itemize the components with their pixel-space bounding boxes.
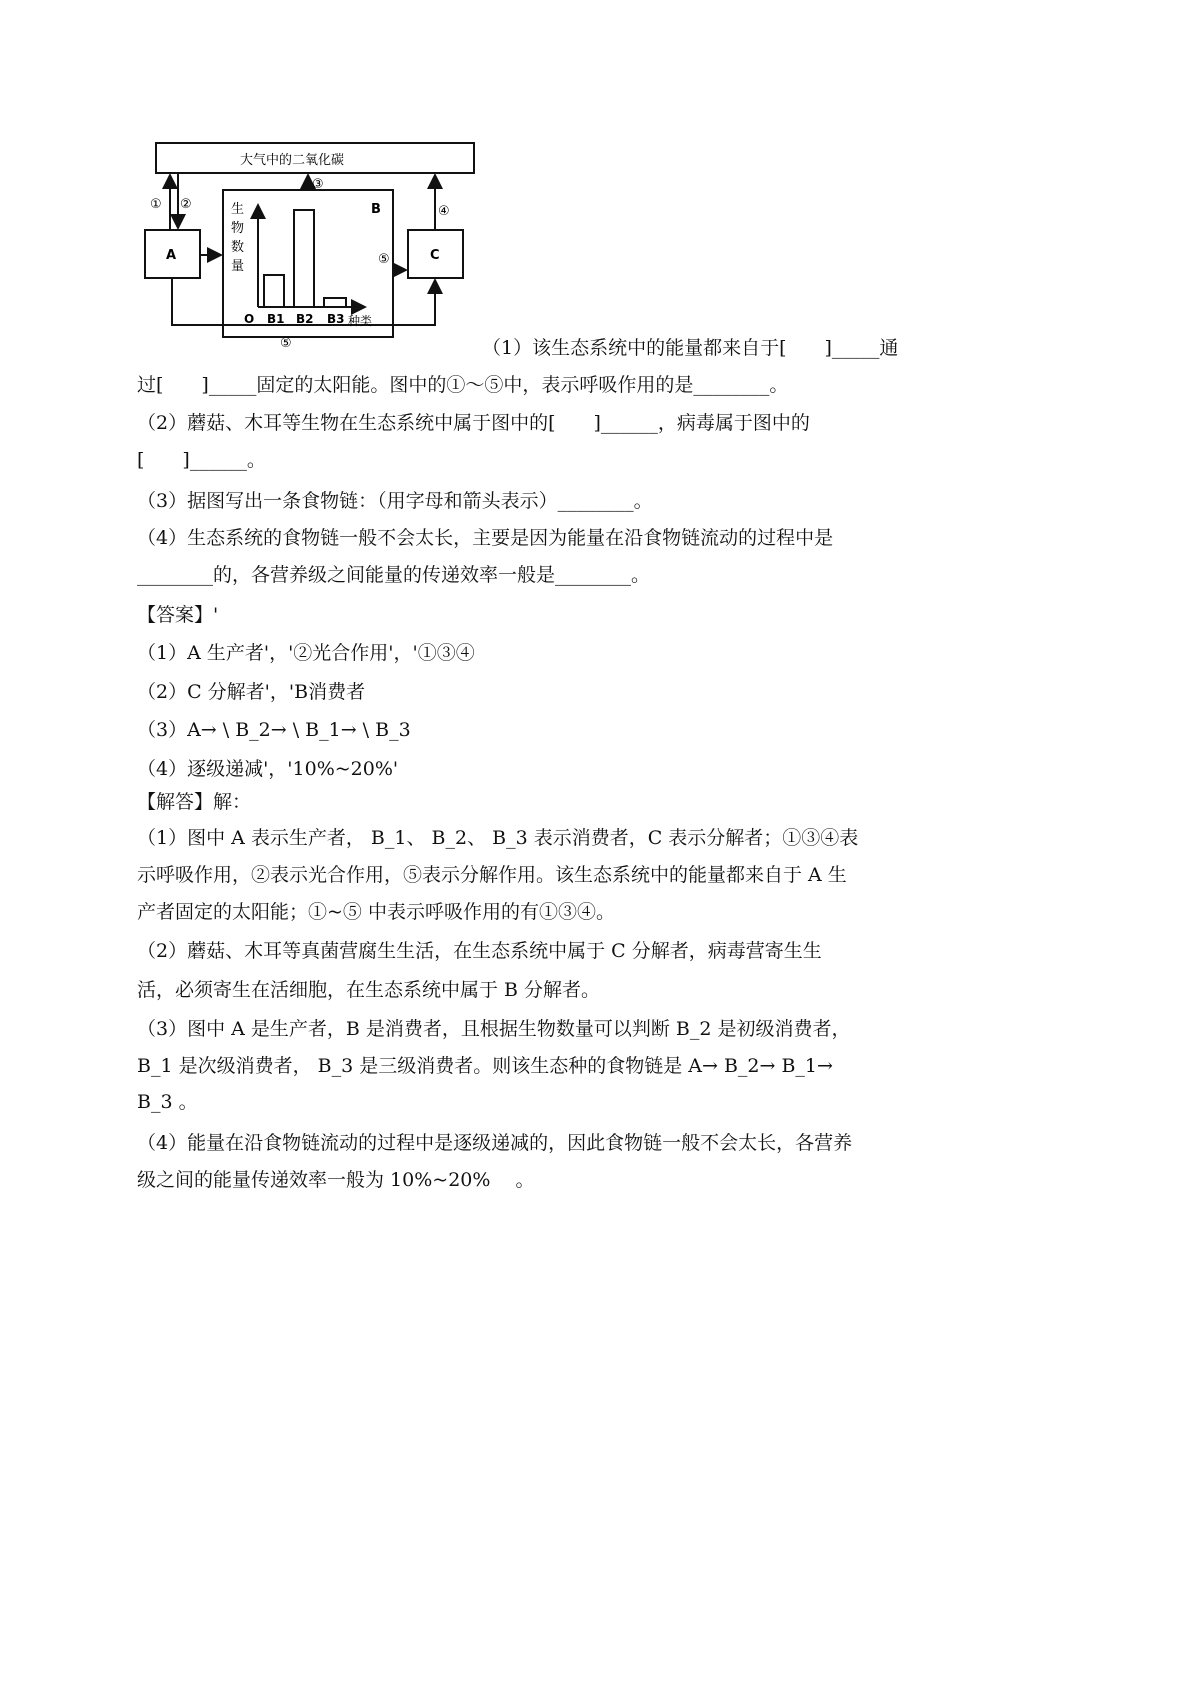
solution-heading: 【解答】解： xyxy=(137,791,252,813)
answer-line: （1）A 生产者'，'②光合作用'，'①③④ xyxy=(137,642,475,664)
solution-line: B_3 。 xyxy=(137,1091,198,1113)
arrow-label-5b: ⑤ xyxy=(280,336,292,351)
x-axis-label: 种类 xyxy=(348,314,373,328)
bar-label-b2: B2 xyxy=(296,312,314,326)
arrow-label-2: ② xyxy=(180,197,192,212)
bar-label-b1: B1 xyxy=(267,312,285,326)
y-axis-char: 量 xyxy=(231,259,245,274)
node-c-label: C xyxy=(430,248,440,263)
atmosphere-label: 大气中的二氧化碳 xyxy=(240,153,345,168)
bar-b2 xyxy=(294,210,314,307)
solution-line: 活，必须寄生在活细胞，在生态系统中属于 B 分解者。 xyxy=(137,979,601,1001)
arrow-label-5: ⑤ xyxy=(378,252,390,267)
y-axis-char: 数 xyxy=(231,240,245,255)
answer-heading: 【答案】' xyxy=(137,604,219,626)
bar-b1 xyxy=(264,275,284,307)
answer-line: （3）A→ \ B_2→ \ B_1→ \ B_3 xyxy=(137,719,411,741)
solution-line: B_1 是次级消费者， B_3 是三级消费者。则该生态种的食物链是 A→ B_2→ B_1→ xyxy=(137,1055,833,1077)
solution-line: （4）能量在沿食物链流动的过程中是逐级递减的，因此食物链一般不会太长，各营养 xyxy=(137,1132,853,1154)
ecosystem-diagram xyxy=(140,135,480,365)
bar-label-b3: B3 xyxy=(327,312,345,326)
node-a-label: A xyxy=(166,248,177,263)
question-line: ________的，各营养级之间能量的传递效率一般是________。 xyxy=(137,564,651,586)
question-line: （2）蘑菇、木耳等生物在生态系统中属于图中的[ ]______，病毒属于图中的 xyxy=(137,412,810,434)
solution-line: （2）蘑菇、木耳等真菌营腐生生活，在生态系统中属于 C 分解者，病毒营寄生生 xyxy=(137,940,822,962)
node-b-label: B xyxy=(371,202,381,217)
solution-line: 示呼吸作用，②表示光合作用，⑤表示分解作用。该生态系统中的能量都来自于 A 生 xyxy=(137,864,847,886)
solution-line: 产者固定的太阳能；①~⑤ 中表示呼吸作用的有①③④。 xyxy=(137,901,615,923)
y-axis-char: 物 xyxy=(231,221,245,236)
solution-line: （1）图中 A 表示生产者， B_1、 B_2、 B_3 表示消费者，C 表示分解者；①③④表 xyxy=(137,827,859,849)
question-line: （1）该生态系统中的能量都来自于[ ]_____通 xyxy=(482,337,899,359)
answer-line: （2）C 分解者'，'B消费者 xyxy=(137,681,366,703)
question-line: 过[ ]_____固定的太阳能。图中的①～⑤中，表示呼吸作用的是________。 xyxy=(137,374,789,396)
solution-line: 级之间的能量传递效率一般为 10%~20% 。 xyxy=(137,1169,535,1191)
answer-line: （4）逐级递减'，'10%~20%' xyxy=(137,758,399,780)
origin-label: O xyxy=(244,312,255,326)
arrow-label-3: ③ xyxy=(312,177,324,192)
y-axis-char: 生 xyxy=(231,202,245,217)
arrow-label-4: ④ xyxy=(438,204,450,219)
solution-line: （3）图中 A 是生产者，B 是消费者，且根据生物数量可以判断 B_2 是初级消费者， xyxy=(137,1018,851,1040)
arrow-label-1: ① xyxy=(150,197,162,212)
bar-b3 xyxy=(324,298,346,307)
question-line: （3）据图写出一条食物链：（用字母和箭头表示）________。 xyxy=(137,490,653,512)
question-line: [ ]______。 xyxy=(137,449,266,471)
question-line: （4）生态系统的食物链一般不会太长，主要是因为能量在沿食物链流动的过程中是 xyxy=(137,527,834,549)
